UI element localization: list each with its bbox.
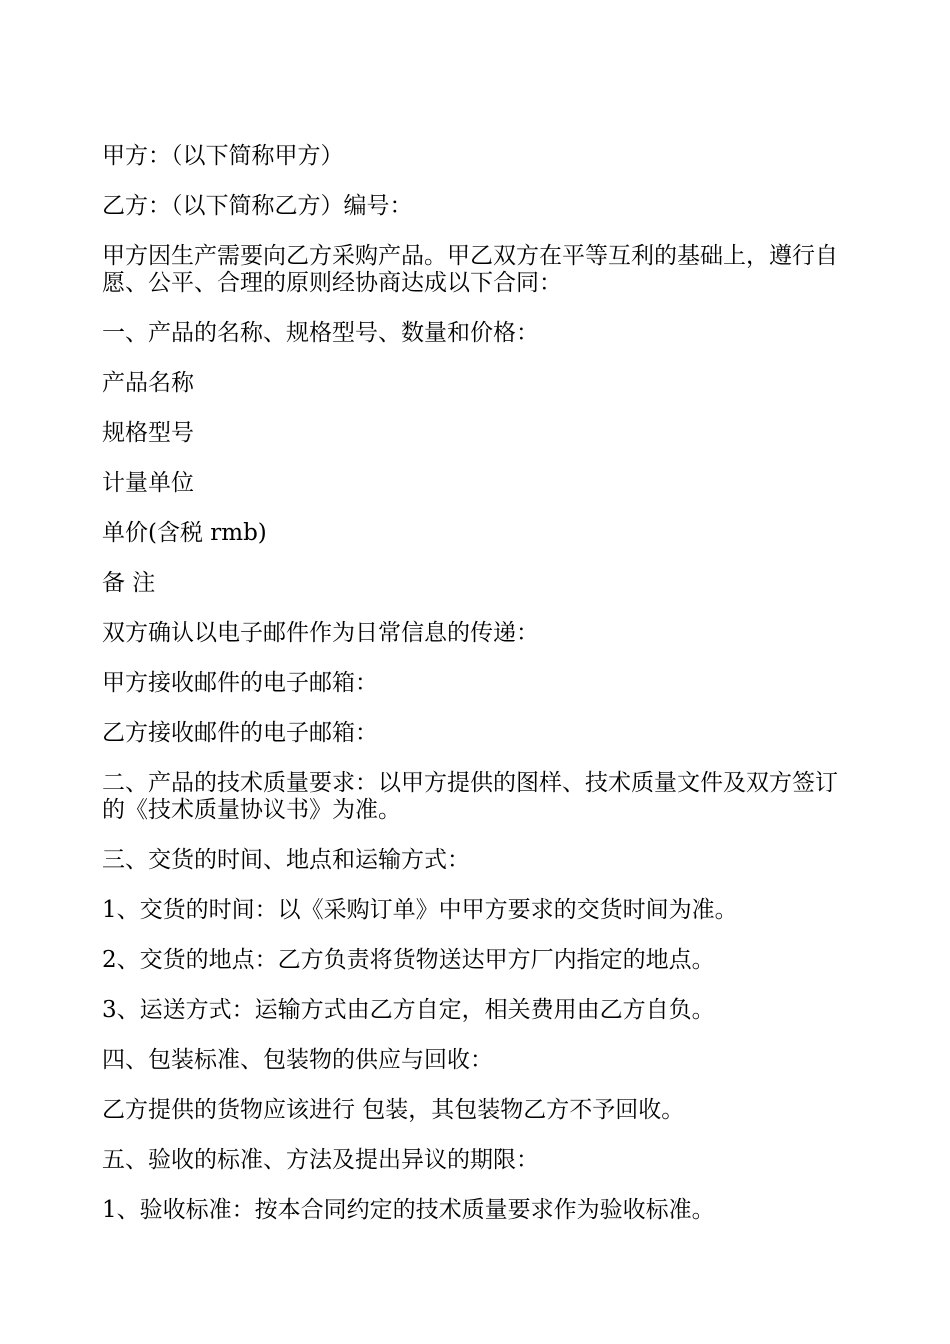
- document-body: [102, 143, 852, 1247]
- field-unit-price: 单价(含税 rmb): [102, 520, 267, 546]
- delivery-location-line: 2、交货的地点：乙方负责将货物送达甲方厂内指定的地点。: [102, 947, 715, 973]
- party-b-email-line: 乙方接收邮件的电子邮箱：: [102, 720, 378, 746]
- delivery-method-line: 3、运送方式：运输方式由乙方自定，相关费用由乙方自负。: [102, 997, 715, 1023]
- section-4-heading: 四、包装标准、包装物的供应与回收：: [102, 1047, 493, 1073]
- party-a-line: 甲方：（以下简称甲方）: [102, 143, 344, 169]
- section-1-heading: 一、产品的名称、规格型号、数量和价格：: [102, 320, 539, 346]
- preamble-paragraph: 甲方因生产需要向乙方采购产品。甲乙双方在平等互利的基础上，遵行自愿、公平、合理的原则经协商达成以下合同：: [102, 243, 838, 296]
- acceptance-standard-line: 1、验收标准：按本合同约定的技术质量要求作为验收标准。: [102, 1197, 715, 1223]
- delivery-time-line: 1、交货的时间：以《采购订单》中甲方要求的交货时间为准。: [102, 897, 738, 923]
- party-b-line: 乙方：（以下简称乙方）编号：: [102, 193, 413, 219]
- section-2-paragraph: 二、产品的技术质量要求：以甲方提供的图样、技术质量文件及双方签订的《技术质量协议书》为准。: [102, 770, 838, 823]
- section-3-heading: 三、交货的时间、地点和运输方式：: [102, 847, 470, 873]
- party-a-email-line: 甲方接收邮件的电子邮箱：: [102, 670, 378, 696]
- field-product-name: 产品名称: [102, 370, 194, 396]
- packaging-line: 乙方提供的货物应该进行 包装，其包装物乙方不予回收。: [102, 1097, 685, 1123]
- field-unit: 计量单位: [102, 470, 194, 496]
- email-confirmation-line: 双方确认以电子邮件作为日常信息的传递：: [102, 620, 539, 646]
- section-5-heading: 五、验收的标准、方法及提出异议的期限：: [102, 1147, 539, 1173]
- field-remarks: 备 注: [102, 570, 156, 596]
- field-spec-model: 规格型号: [102, 420, 194, 446]
